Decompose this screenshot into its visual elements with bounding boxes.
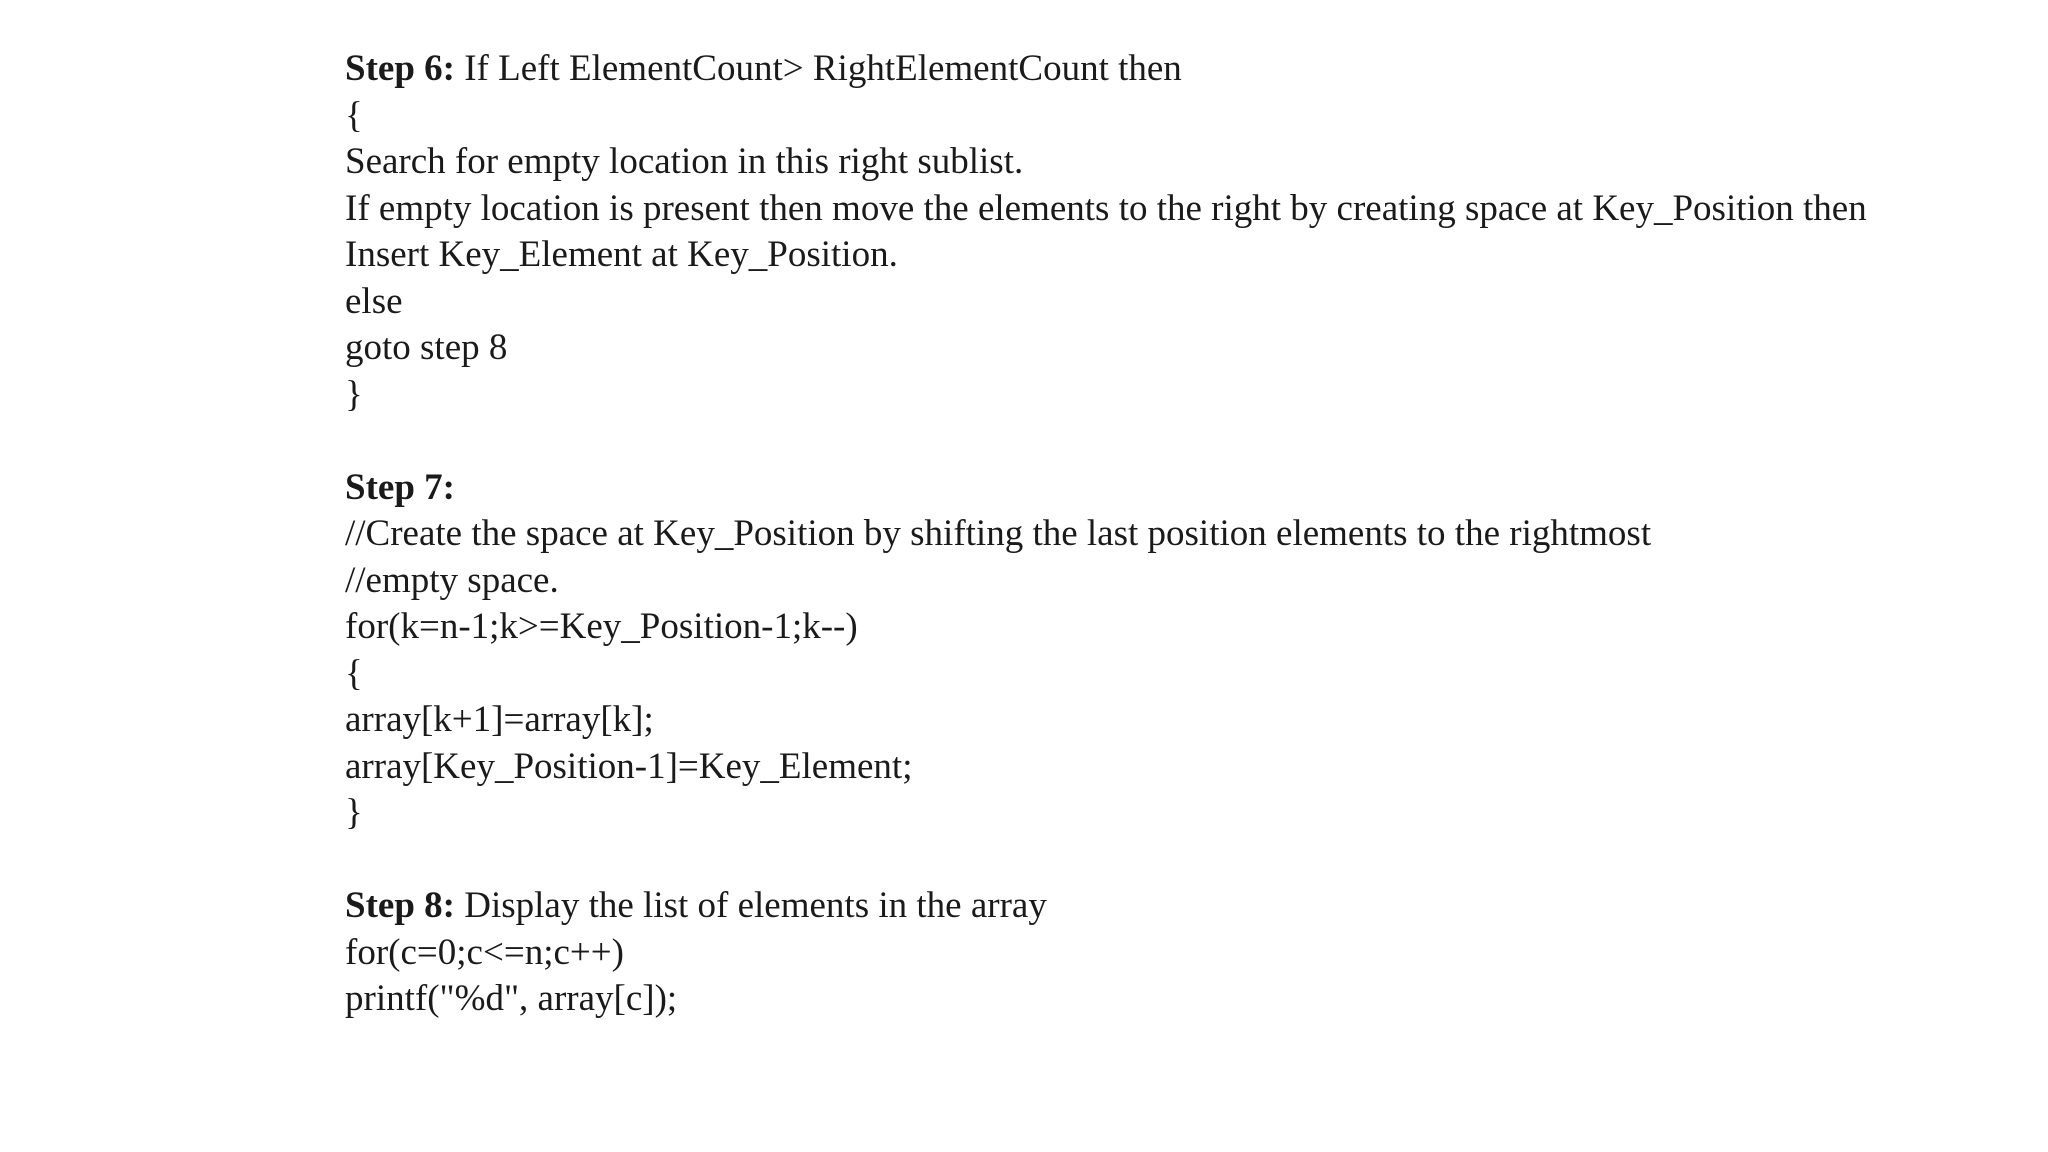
step7-line: //Create the space at Key_Position by shifting the last position elements to the rightmost: [345, 513, 1652, 554]
step8-heading: [345, 883, 2035, 930]
step8-label: Step 8:: [345, 885, 455, 926]
step6-label: Step 6:: [345, 48, 455, 89]
document-body: [345, 46, 2035, 1023]
step8-line: for(c=0;c<=n;c++): [345, 931, 624, 973]
step7-label: Step 7:: [345, 466, 455, 508]
step6-line: {: [345, 94, 363, 136]
step8-text: Display the list of elements in the array: [454, 885, 1047, 926]
step6-line: else: [345, 280, 403, 322]
paragraph-gap: [345, 418, 2035, 465]
paragraph-gap: [345, 837, 2035, 884]
step7-line: //empty space.: [345, 559, 559, 601]
step6-line: Insert Key_Element at Key_Position.: [345, 234, 898, 275]
step7-line: }: [345, 792, 363, 833]
step6-line: Search for empty location in this right sublist.: [345, 141, 1024, 182]
step7-line: array[Key_Position-1]=Key_Element;: [345, 745, 913, 787]
step7-line: {: [345, 652, 363, 694]
step7-line: array[k+1]=array[k];: [345, 699, 654, 740]
step6-line: }: [345, 373, 363, 415]
step7-heading: [345, 465, 2035, 512]
step6-line: goto step 8: [345, 327, 508, 368]
step8-line: printf("%d", array[c]);: [345, 978, 678, 1019]
step6-heading: [345, 46, 2035, 93]
step6-line: If empty location is present then move the elements to the right by creating space at Key_Position then: [345, 187, 1867, 229]
step6-text: If Left ElementCount> RightElementCount then: [454, 48, 1182, 89]
step7-line: for(k=n-1;k>=Key_Position-1;k--): [345, 606, 858, 647]
